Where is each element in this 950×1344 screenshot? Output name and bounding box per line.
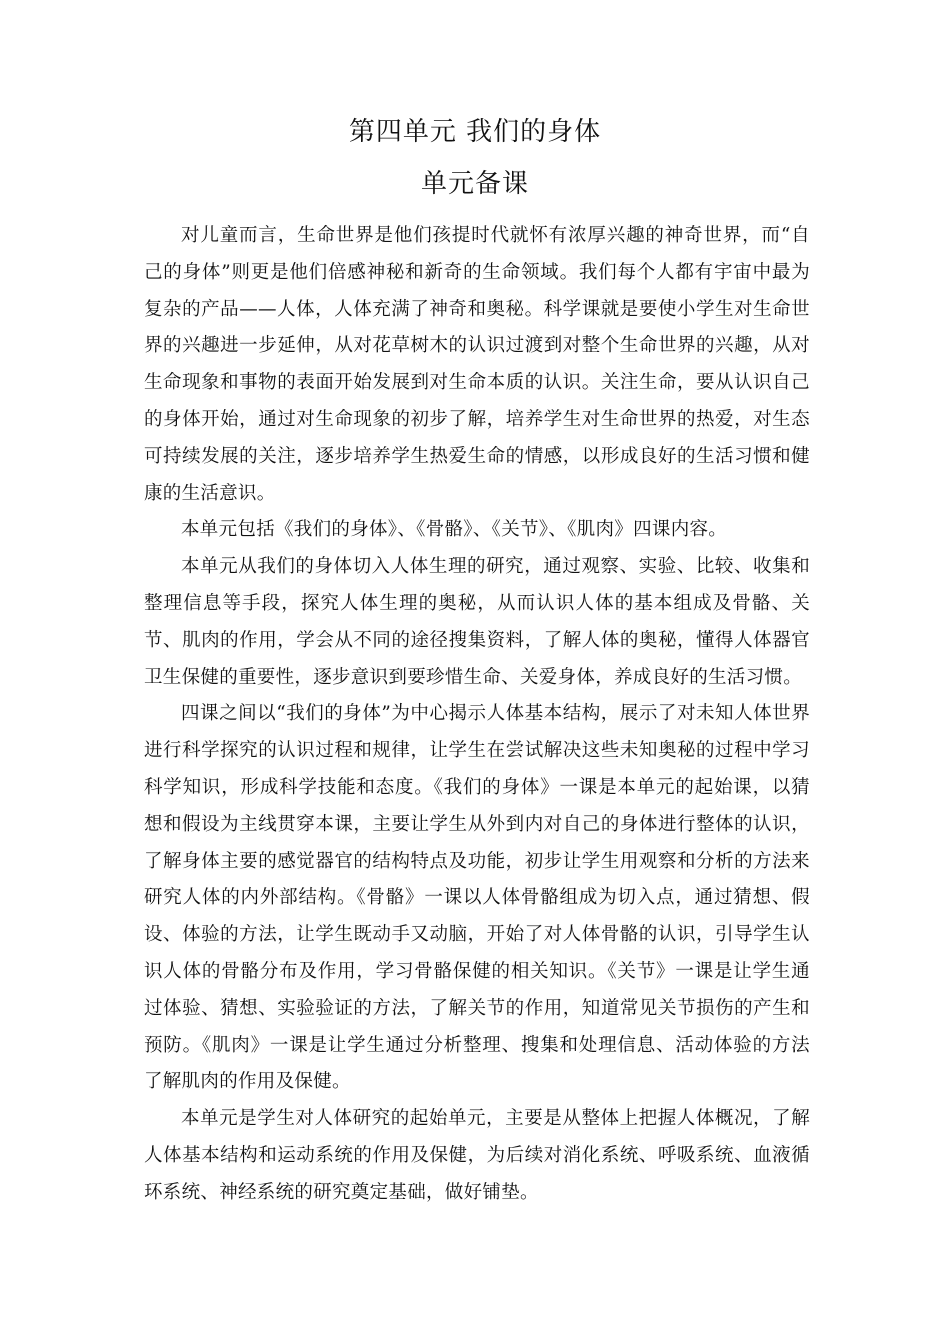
document-subtitle: 单元备课 [420,169,529,199]
paragraph-summary: 本单元是学生对人体研究的起始单元，主要是从整体上把握人体概况，了解人体基本结构和运动系统的作用及保健，为后续对消化系统、呼吸系统、血液循环系统、神经系统的研究奠定基础，做好铺垫。 [144,1108,810,1203]
paragraph-intro: 对儿童而言，生命世界是他们孩提时代就怀有浓厚兴趣的神奇世界，而“自己的身体”则更是他们倍感神秘和新奇的生命领域。我们每个人都有宇宙中最为复杂的产品——人体，人体充满了神奇和奥秘。科学课就是要使小学生对生命世界的兴趣进一步延伸，从对花草树木的认识过渡到对整个生命世界的兴趣，从对生命现象和事物的表面开始发展到对生命本质的认识。关注生命，要从认识自己的身体开始，通过对生命现象的初步了解，培养学生对生命世界的热爱，对生态可持续发展的关注，逐步培养学生热爱生命的情感，以形成良好的生活习惯和健康的生活意识。 [144,225,810,504]
paragraph-lessons: 四课之间以“我们的身体”为中心揭示人体基本结构，展示了对未知人体世界进行科学探究的认识过程和规律，让学生在尝试解决这些未知奥秘的过程中学习科学知识，形成科学技能和态度。《我们的身体》一课是本单元的起始课，以猜想和假设为主线贯穿本课，主要让学生从外到内对自己的身体进行整体的认识，了解身体主要的感觉器官的结构特点及功能，初步让学生用观察和分析的方法来研究人体的内外部结构。《骨骼》一课以人体骨骼组成为切入点，通过猜想、假设、体验的方法，让学生既动手又动脑，开始了对人体骨骼的认识，引导学生认识人体的骨骼分布及作用，学习骨骼保健的相关知识。《关节》一课是让学生通过体验、猜想、实验验证的方法，了解关节的作用，知道常见关节损伤的产生和预防。《肌肉》一课是让学生通过分析整理、搜集和处理信息、活动体验的方法了解肌肉的作用及保健。 [144,703,810,1093]
document-title: 第四单元 我们的身体 [348,117,602,147]
document-body [144,218,810,1212]
paragraph-contents: 本单元包括《我们的身体》、《骨骼》、《关节》、《肌肉》四课内容。 [181,519,728,541]
paragraph-approach: 本单元从我们的身体切入人体生理的研究，通过观察、实验、比较、收集和整理信息等手段，探究人体生理的奥秘，从而认识人体的基本组成及骨骼、关节、肌肉的作用，学会从不同的途径搜集资料，了解人体的奥秘，懂得人体器官卫生保健的重要性，逐步意识到要珍惜生命、关爱身体，养成良好的生活习惯。 [144,556,810,688]
